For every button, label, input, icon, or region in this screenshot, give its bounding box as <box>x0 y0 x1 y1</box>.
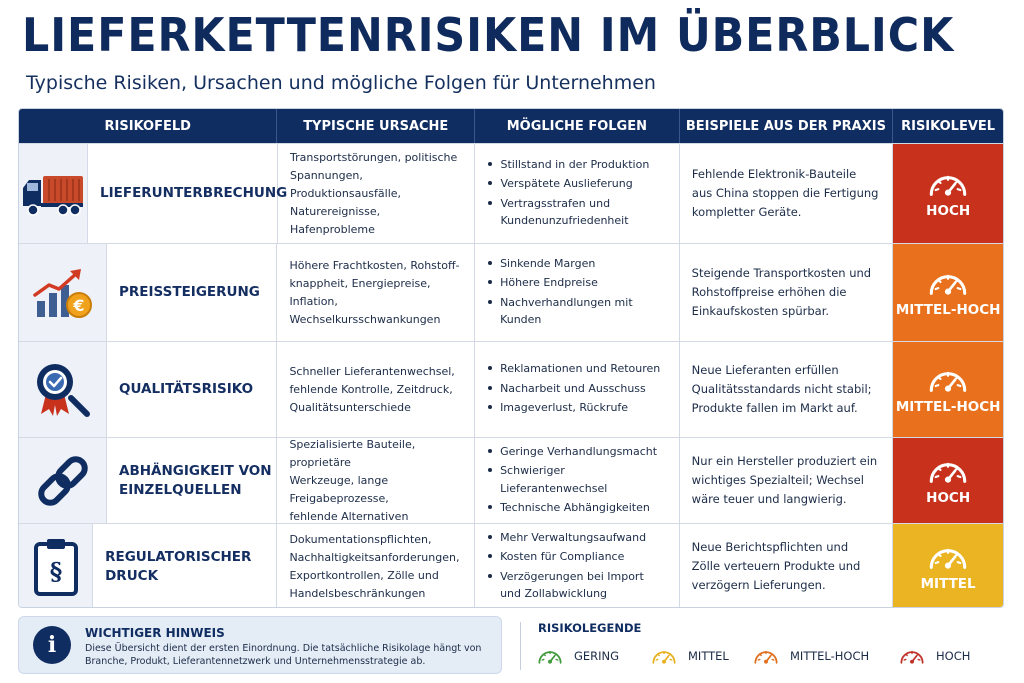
regulation-document-icon <box>19 524 93 608</box>
consequence-item: Schwieriger Lieferantenwechsel <box>487 462 667 497</box>
legend-label: HOCH <box>936 649 971 663</box>
risk-field-name: QUALITÄTSRISIKO <box>119 381 254 397</box>
gauge-icon <box>898 646 926 666</box>
risk-level-badge <box>893 144 1003 243</box>
truck-icon <box>19 144 88 243</box>
cell-beispiel: Nur ein Hersteller produziert ein wichtiges Spezialteil; Wechsel wäre teuer und langwierig. <box>680 438 894 523</box>
consequence-item: Mehr Verwaltungsaufwand <box>487 529 646 547</box>
page-title: LIEFERKETTENRISIKEN IM ÜBERBLICK <box>22 8 955 62</box>
table-header <box>19 109 1003 143</box>
consequence-item: Nacharbeit und Ausschuss <box>487 380 660 398</box>
risk-field-name: REGULATORISCHER DRUCK <box>105 548 252 584</box>
column-header-beispiele: BEISPIELE AUS DER PRAXIS <box>680 109 894 143</box>
consequence-item: Verspätete Auslieferung <box>487 175 649 193</box>
column-header-risikolevel: RISIKOLEVEL <box>901 118 996 134</box>
risk-level-label: HOCH <box>926 490 971 507</box>
svg-text:§: § <box>49 556 62 586</box>
cell-beispiel: Neue Berichtspflichten und Zölle verteuern Produkte und verzögern Lieferungen. <box>680 524 894 608</box>
legend-item-hoch <box>898 644 970 668</box>
cell-folgen <box>475 342 680 437</box>
gauge-icon <box>926 455 970 487</box>
risk-level-badge <box>893 524 1003 608</box>
quality-badge-magnifier-icon <box>19 342 107 437</box>
legend-item-mittel <box>650 644 729 668</box>
consequence-item: Imageverlust, Rückrufe <box>487 399 660 417</box>
column-header-ursache: TYPISCHE URSACHE <box>277 109 475 143</box>
risk-level-badge <box>893 438 1003 523</box>
svg-text:€: € <box>72 295 85 315</box>
chain-link-icon <box>19 438 107 523</box>
consequence-item: Geringe Verhandlungsmacht <box>487 443 667 461</box>
column-header-risikofeld: RISIKOFELD <box>19 109 277 143</box>
consequence-item: Kosten für Compliance <box>487 548 646 566</box>
consequence-item: Sinkende Margen <box>487 255 633 273</box>
price-growth-chart-icon <box>19 244 107 341</box>
risk-level-label: MITTEL-HOCH <box>895 399 1001 416</box>
consequence-item: Verzögerungen bei Import und Zollabwicklung <box>487 568 646 603</box>
legend-label: MITTEL-HOCH <box>790 649 870 663</box>
note-text: Diese Übersicht dient der ersten Einordnung. Die tatsächliche Risikolage hängt von Branche, Produkt, Lieferantennetzwerk und Unternehmensstrategie ab. <box>85 643 482 667</box>
cell-risikofeld <box>19 244 277 341</box>
risk-table <box>18 108 1004 608</box>
table-row <box>19 523 1003 608</box>
risk-legend <box>536 644 1006 668</box>
risk-level-label: MITTEL <box>920 576 976 593</box>
cell-ursache: Spezialisierte Bauteile, proprietäre Werkzeuge, lange Freigabeprozesse, fehlende Alternativen <box>277 438 475 523</box>
consequence-item: Vertragsstrafen und Kundenunzufriedenheit <box>487 195 649 230</box>
table-row <box>19 341 1003 437</box>
legend-item-gering <box>536 644 619 668</box>
risk-level-badge <box>893 342 1003 437</box>
cell-ursache: Dokumentationspflichten, Nachhaltigkeitsanforderungen, Exportkontrollen, Zölle und Handelsbeschränkungen <box>277 524 475 608</box>
risk-field-name: PREISSTEIGERUNG <box>119 284 260 300</box>
gauge-icon <box>752 646 780 666</box>
cell-risikofeld <box>19 438 277 523</box>
cell-ursache: Höhere Frachtkosten, Rohstoff- knappheit, Energiepreise, Inflation, Wechselkursschwankungen <box>277 244 475 341</box>
gauge-icon <box>926 364 970 396</box>
cell-folgen <box>475 244 680 341</box>
cell-beispiel: Steigende Transportkosten und Rohstoffpreise erhöhen die Einkaufskosten spürbar. <box>680 244 894 341</box>
info-icon: i <box>33 626 71 664</box>
gauge-icon <box>926 541 970 573</box>
consequence-item: Technische Abhängigkeiten <box>487 499 667 517</box>
cell-risikofeld <box>19 342 277 437</box>
table-row <box>19 243 1003 341</box>
gauge-icon <box>926 267 970 299</box>
table-row <box>19 143 1003 243</box>
risk-field-name: ABHÄNGIGKEIT VON EINZELQUELLEN <box>119 462 272 498</box>
legend-title: RISIKOLEGENDE <box>538 621 642 635</box>
legend-label: GERING <box>574 649 620 663</box>
gauge-icon <box>650 646 678 666</box>
gauge-icon <box>536 646 564 666</box>
consequence-item: Reklamationen und Retouren <box>487 360 660 378</box>
cell-beispiel: Fehlende Elektronik-Bauteile aus China stoppen die Fertigung kompletter Geräte. <box>680 144 893 243</box>
note-title: WICHTIGER HINWEIS <box>85 626 225 640</box>
risk-field-name: LIEFERUNTERBRECHUNG <box>100 185 288 201</box>
cell-ursache: Schneller Lieferantenwechsel, fehlende Kontrolle, Zeitdruck, Qualitätsunterschiede <box>277 342 475 437</box>
divider <box>520 622 521 670</box>
page-subtitle: Typische Risiken, Ursachen und mögliche Folgen für Unternehmen <box>26 72 656 94</box>
cell-risikofeld <box>19 144 288 243</box>
risk-level-label: MITTEL-HOCH <box>895 302 1001 319</box>
risk-level-label: HOCH <box>926 203 971 220</box>
cell-ursache: Transportstörungen, politische Spannungen, Produktionsausfälle, Naturereignisse, Hafenprobleme <box>278 144 475 243</box>
consequence-item: Höhere Endpreise <box>487 274 633 292</box>
important-note <box>18 616 502 674</box>
legend-label: MITTEL <box>688 649 729 663</box>
gauge-icon <box>926 168 970 200</box>
risk-level-badge <box>893 244 1003 341</box>
column-header-folgen: MÖGLICHE FOLGEN <box>475 109 680 143</box>
cell-folgen <box>475 524 680 608</box>
table-body <box>19 143 1003 608</box>
cell-risikofeld <box>19 524 277 608</box>
consequence-item: Stillstand in der Produktion <box>487 156 649 174</box>
consequence-item: Nachverhandlungen mit Kunden <box>487 294 633 329</box>
cell-folgen <box>475 144 679 243</box>
cell-beispiel: Neue Lieferanten erfüllen Qualitätsstandards nicht stabil; Produkte fallen im Markt auf. <box>680 342 894 437</box>
cell-folgen <box>475 438 680 523</box>
table-row <box>19 437 1003 523</box>
legend-item-mittel-hoch <box>752 644 869 668</box>
